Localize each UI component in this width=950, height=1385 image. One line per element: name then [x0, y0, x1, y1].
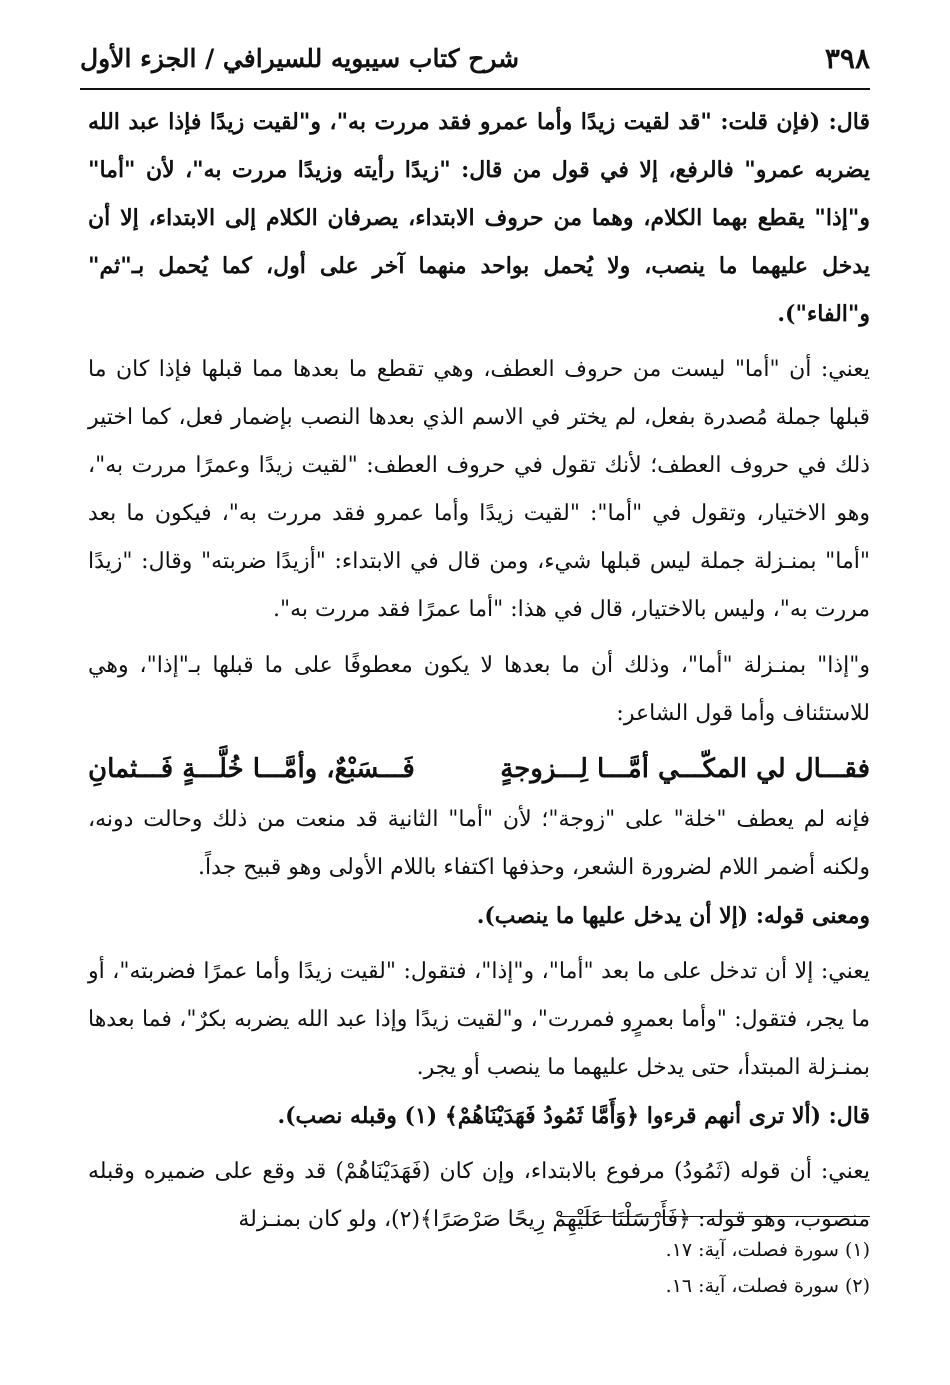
page-body	[88, 98, 870, 1244]
quote-paragraph-3: قال: (ألا ترى أنهم قرءوا ﴿وَأَمَّا ثَمُودُ فَهَدَيْنَاهُمْ﴾ (١) وقبله نصب).	[277, 1103, 870, 1129]
commentary-paragraph-3: فإنه لم يعطف "خلة" على "زوجة"؛ لأن "أما" الثانية قد منعت من ذلك وحالت دونه، ولكنه أضمر اللام لضرورة الشعر، وحذفها اكتفاء باللام الأولى وهو قبيح جداً.	[88, 807, 870, 880]
poetry-verse	[88, 742, 870, 796]
page-header	[80, 38, 870, 88]
header-rule	[80, 88, 870, 90]
verse-first-hemistich: فقـــال لي المكّـــي أمَّـــا لِـــزوجةٍ	[500, 754, 870, 784]
footnotes	[88, 1232, 870, 1304]
footnote-rule	[560, 1216, 870, 1217]
commentary-paragraph-1: يعني: أن "أما" ليست من حروف العطف، وهي تقطع ما بعدها مما قبلها فإذا كان ما قبلها جملة مُصدرة بفعل، لم يختر في الاسم الذي بعدها النصب بإضمار فعل، كما اختير ذلك في حروف العطف؛ لأنك تقول في حروف العطف: "لقيت زيدًا وعمرًا مررت به"، وهو الاختيار، وتقول في "أما": "لقيت زيدًا وأما عمرو فقد مررت به"، فيكون ما بعد "أما" بمنـزلة جملة ليس قبلها شيء، ومن قال في الابتداء: "أزيدًا ضربته" وقال: "زيدًا مررت به"، وليس بالاختيار، قال في هذا: "أما عمرًا فقد مررت به".	[88, 357, 871, 622]
page-number: ٣٩٨	[824, 42, 870, 75]
footnote-1: (١) سورة فصلت، آية: ١٧.	[665, 1239, 870, 1261]
commentary-paragraph-2: و"إذا" بمنـزلة "أما"، وذلك أن ما بعدها لا يكون معطوفًا على ما قبلها بـ"إذا"، وهي للاستئناف وأما قول الشاعر:	[88, 653, 870, 726]
quote-paragraph-2: ومعنى قوله: (إلا أن يدخل عليها ما ينصب).	[476, 903, 870, 929]
commentary-paragraph-5: يعني: أن قوله (ثَمُودُ) مرفوع بالابتداء، وإن كان (فَهَدَيْنَاهُمْ) قد وقع على ضميره وقبله منصوب، وهو قوله: ﴿فَأَرْسَلْنَا عَلَيْهِمْ رِيحًا صَرْصَرًا﴾(٢)، ولو كان بمنـزلة	[88, 1159, 870, 1232]
quote-paragraph-1: قال: (فإن قلت: "قد لقيت زيدًا وأما عمرو فقد مررت به"، و"لقيت زيدًا فإذا عبد الله يضربه عمرو" فالرفع، إلا في قول من قال: "زيدًا رأيته وزيدًا مررت به"، لأن "أما" و"إذا" يقطع بهما الكلام، وهما من حروف الابتداء، يصرفان الكلام إلى الابتداء، إلا أن يدخل عليهما ما ينصب، ولا يُحمل بواحد منهما آخر على أول، كما يُحمل بـ"ثم" و"الفاء").	[88, 109, 870, 327]
footnote-2: (٢) سورة فصلت، آية: ١٦.	[665, 1275, 870, 1297]
verse-second-hemistich: فَـــسَبْعٌ، وأمَّـــا خُلَّـــةٍ فَـــثمانِ	[88, 754, 415, 784]
commentary-paragraph-4: يعني: إلا أن تدخل على ما بعد "أما"، و"إذا"، فتقول: "لقيت زيدًا وأما عمرًا فضربته"، أو ما يجر، فتقول: "وأما بعمرٍو فمررت"، و"لقيت زيدًا وإذا عبد الله يضربه بكرٌ"، فما بعدها بمنـزلة المبتدأ، حتى يدخل عليهما ما ينصب أو يجر.	[88, 959, 870, 1080]
running-title: شرح كتاب سيبويه للسيرافي / الجزء الأول	[80, 44, 520, 73]
